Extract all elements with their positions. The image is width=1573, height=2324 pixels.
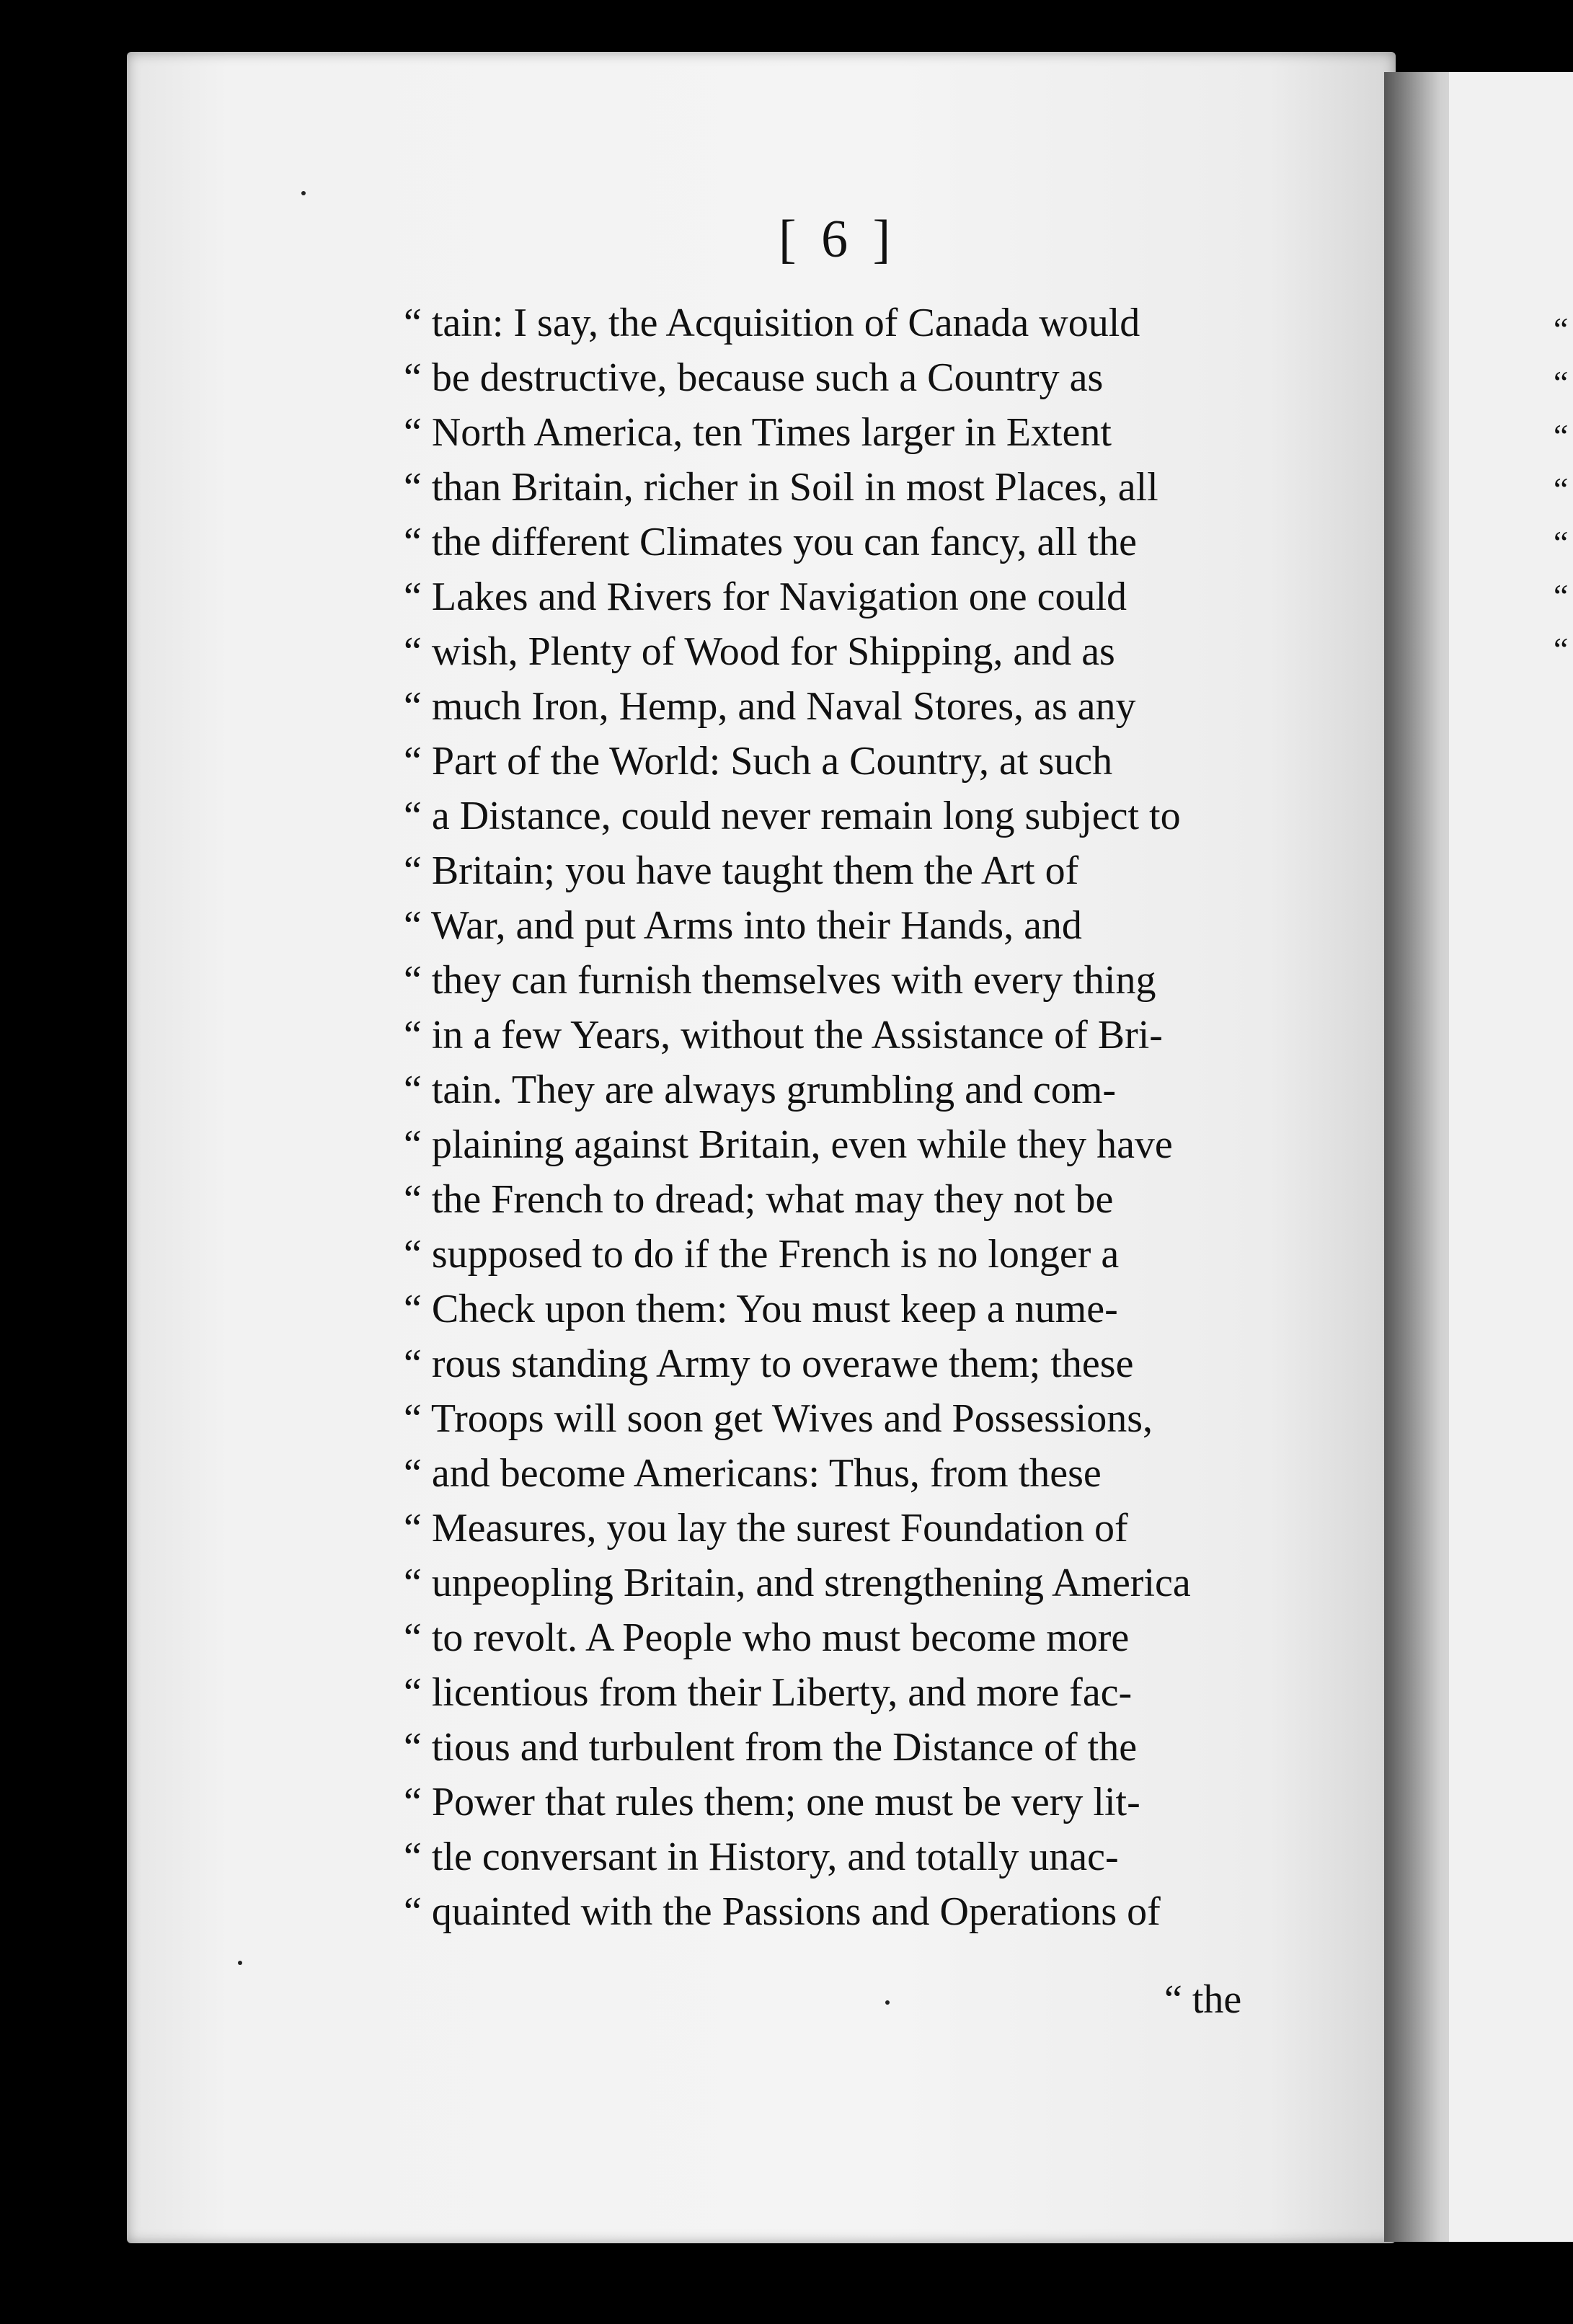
text-line: “ licentious from their Liberty, and more fac- (404, 1670, 1133, 1715)
text-line: “ War, and put Arms into their Hands, and (404, 903, 1082, 948)
text-line: “ unpeopling Britain, and strengthening America (404, 1561, 1191, 1605)
text-line: “ in a few Years, without the Assistance of Bri- (404, 1013, 1163, 1057)
text-line: “ Britain; you have taught them the Art of (404, 848, 1079, 893)
facing-page-mark: “ (1554, 577, 1569, 614)
facing-page-mark: “ (1554, 364, 1569, 401)
text-line: “ quainted with the Passions and Operations of (404, 1889, 1161, 1934)
text-line: “ a Distance, could never remain long subject to (404, 794, 1181, 838)
body-text (404, 296, 1312, 1939)
paper-speck (301, 191, 306, 195)
text-line: “ to revolt. A People who must become more (404, 1615, 1130, 1660)
text-line: “ tain. They are always grumbling and com- (404, 1068, 1116, 1112)
text-line: “ than Britain, richer in Soil in most Places, all (404, 465, 1158, 510)
text-line: “ wish, Plenty of Wood for Shipping, and as (404, 629, 1115, 674)
text-line: “ rous standing Army to overawe them; these (404, 1341, 1134, 1386)
text-line: “ tious and turbulent from the Distance of the (404, 1725, 1138, 1770)
paper-speck (238, 1961, 242, 1965)
text-line: “ plaining against Britain, even while they have (404, 1122, 1173, 1167)
facing-page-mark: “ (1554, 417, 1569, 454)
text-line: “ Measures, you lay the surest Foundation of (404, 1506, 1128, 1551)
facing-page-mark: “ (1554, 524, 1569, 561)
text-line: “ Check upon them: You must keep a nume- (404, 1287, 1118, 1331)
paper-speck (885, 2000, 890, 2005)
text-line: “ they can furnish themselves with every thing (404, 958, 1156, 1003)
facing-page-mark: “ (1554, 631, 1569, 668)
text-line: “ supposed to do if the French is no longer a (404, 1232, 1120, 1277)
text-line: “ North America, ten Times larger in Extent (404, 410, 1112, 455)
text-line: “ Part of the World: Such a Country, at such (404, 739, 1113, 784)
text-line: “ tain: I say, the Acquisition of Canada would (404, 301, 1140, 345)
text-line: “ the different Climates you can fancy, all the (404, 520, 1137, 564)
text-line: “ Power that rules them; one must be very lit- (404, 1780, 1140, 1824)
catchword: “ the (1164, 1977, 1242, 2022)
text-line: “ much Iron, Hemp, and Naval Stores, as any (404, 684, 1136, 729)
text-line: “ Lakes and Rivers for Navigation one could (404, 575, 1127, 619)
facing-page-mark: “ (1554, 311, 1569, 347)
page-number: [ 6 ] (779, 210, 897, 269)
text-line: “ be destructive, because such a Country as (404, 355, 1104, 400)
text-line: “ Troops will soon get Wives and Possessions, (404, 1396, 1153, 1441)
facing-page-mark: “ (1554, 471, 1569, 507)
text-line: “ the French to dread; what may they not be (404, 1177, 1114, 1222)
text-line: “ and become Americans: Thus, from these (404, 1451, 1102, 1496)
text-line: “ tle conversant in History, and totally unac- (404, 1835, 1119, 1879)
facing-page-quote-marks (1554, 303, 1568, 676)
